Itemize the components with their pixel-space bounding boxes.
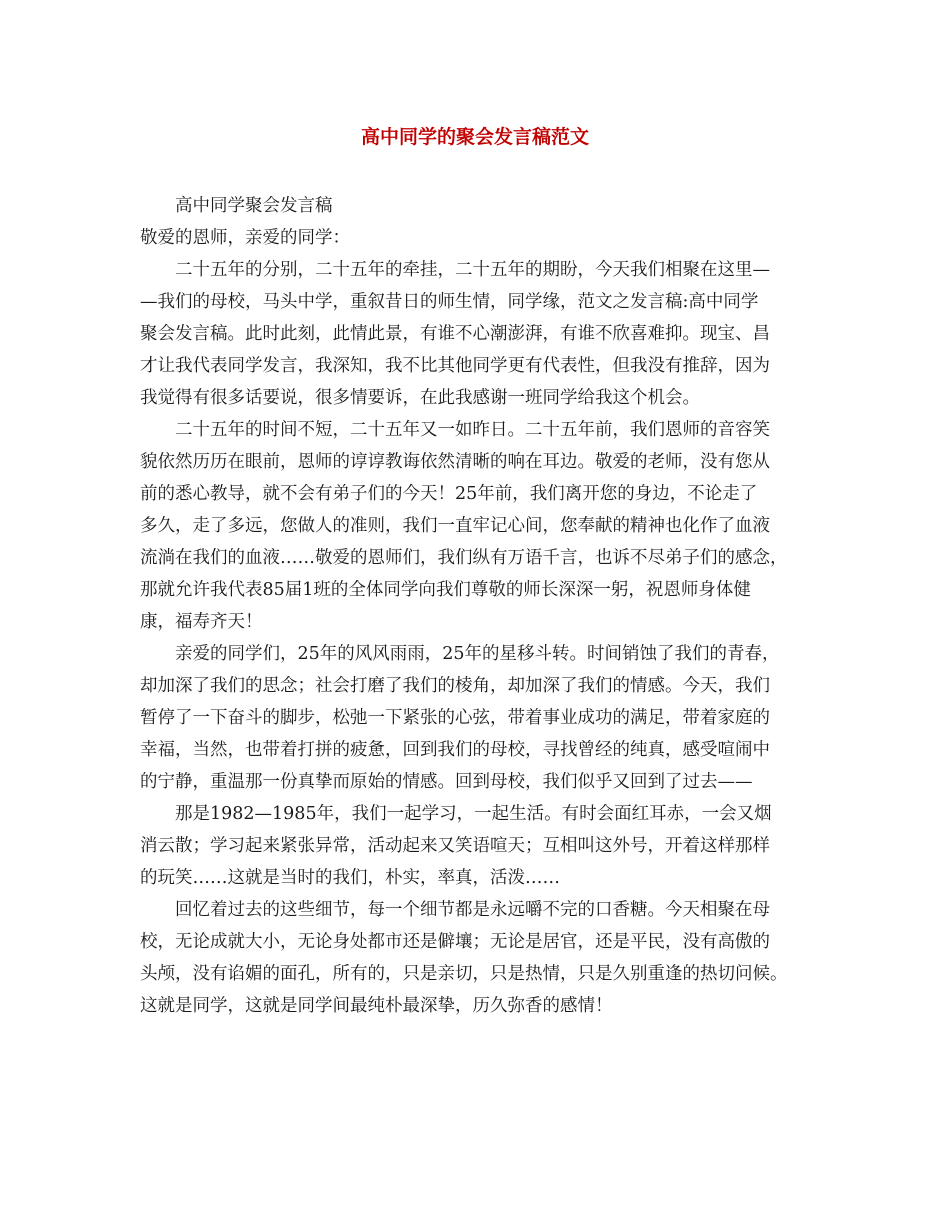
text-line: 我觉得有很多话要说，很多情要诉，在此我感谢一班同学给我这个机会。	[140, 388, 700, 408]
text-line: 流淌在我们的血液……敬爱的恩师们，我们纵有万语千言，也诉不尽弟子们的感念，	[140, 548, 788, 568]
text-line: 那是1982—1985年，我们一起学习，一起生活。有时会面红耳赤，一会又烟	[175, 804, 772, 824]
text-line: 才让我代表同学发言，我深知，我不比其他同学更有代表性，但我没有推辞，因为	[140, 356, 770, 376]
text-line: 聚会发言稿。此时此刻，此情此景，有谁不心潮澎湃，有谁不欣喜难抑。现宝、昌	[140, 324, 770, 344]
text-line: 的玩笑……这就是当时的我们，朴实，率真，活泼……	[140, 868, 560, 888]
text-line: 暂停了一下奋斗的脚步，松弛一下紧张的心弦，带着事业成功的满足，带着家庭的	[140, 708, 770, 728]
text-line: 二十五年的分别，二十五年的牵挂，二十五年的期盼，今天我们相聚在这里—	[175, 260, 770, 280]
text-line: —我们的母校，马头中学，重叙昔日的师生情，同学缘，范文之发言稿:高中同学	[140, 292, 759, 312]
text-line: 幸福，当然，也带着打拼的疲惫，回到我们的母校，寻找曾经的纯真，感受喧闹中	[140, 740, 770, 760]
text-line: 亲爱的同学们，25年的风风雨雨，25年的星移斗转。时间销蚀了我们的青春，	[175, 644, 780, 664]
text-line: 多久，走了多远，您做人的准则，我们一直牢记心间，您奉献的精神也化作了血液	[140, 516, 770, 536]
text-line: 校，无论成就大小，无论身处都市还是僻壤；无论是居官，还是平民，没有高傲的	[140, 932, 770, 952]
text-line: 消云散；学习起来紧张异常，活动起来又笑语喧天；互相叫这外号，开着这样那样	[140, 836, 770, 856]
text-line: 回忆着过去的这些细节，每一个细节都是永远嚼不完的口香糖。今天相聚在母	[175, 900, 770, 920]
document-title: 高中同学的聚会发言稿范文	[360, 126, 589, 148]
text-line: 头颅，没有谄媚的面孔，所有的，只是亲切，只是热情，只是久别重逢的热切问候。	[140, 964, 788, 984]
text-line: 高中同学聚会发言稿	[175, 196, 333, 216]
text-line: 貌依然历历在眼前，恩师的谆谆教诲依然清晰的响在耳边。敬爱的老师，没有您从	[140, 452, 770, 472]
text-line: 敬爱的恩师，亲爱的同学：	[140, 228, 350, 248]
text-line: 却加深了我们的思念；社会打磨了我们的棱角，却加深了我们的情感。今天，我们	[140, 676, 770, 696]
text-line: 这就是同学，这就是同学间最纯朴最深挚，历久弥香的感情！	[140, 996, 613, 1016]
text-line: 康，福寿齐天！	[140, 612, 263, 632]
document-body	[140, 190, 830, 1022]
text-line: 二十五年的时间不短，二十五年又一如昨日。二十五年前，我们恩师的音容笑	[175, 420, 770, 440]
text-line: 前的悉心教导，就不会有弟子们的今天！25年前，我们离开您的身边，不论走了	[140, 484, 758, 504]
text-line: 那就允许我代表85届1班的全体同学向我们尊敬的师长深深一躬，祝恩师身体健	[140, 580, 751, 600]
text-line: 的宁静，重温那一份真挚而原始的情感。回到母校，我们似乎又回到了过去——	[140, 772, 753, 792]
